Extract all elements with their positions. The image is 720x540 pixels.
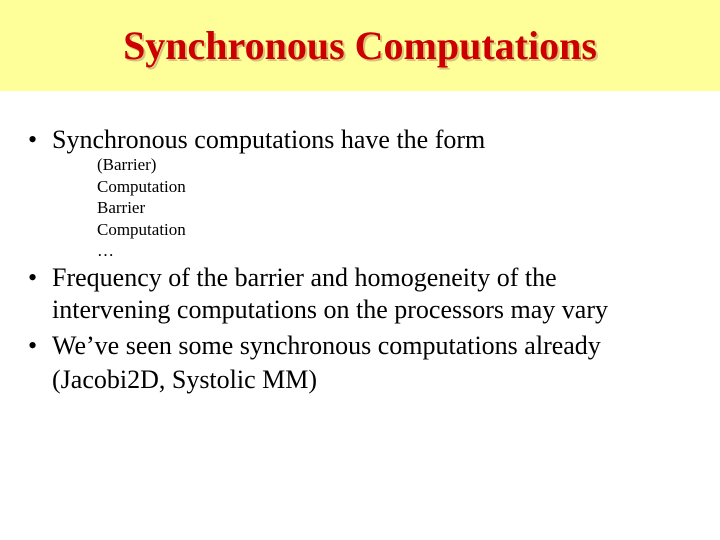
- sub-line-barrier-optional: (Barrier): [97, 155, 157, 174]
- sub-line-computation: Computation: [97, 177, 186, 196]
- bullet-marker: •: [28, 331, 38, 360]
- bullet-marker: •: [28, 125, 38, 154]
- sub-line-computation-2: Computation: [97, 220, 186, 239]
- slide-title: Synchronous Computations: [123, 23, 597, 68]
- bullet-2-line-1: Frequency of the barrier and homogeneity of the: [52, 263, 557, 292]
- bullet-2-line-2: intervening computations on the processors may vary: [52, 295, 608, 324]
- bullet-1-line-1: Synchronous computations have the form: [52, 125, 486, 154]
- bullet-3-line-1: We’ve seen some synchronous computations already: [52, 331, 601, 360]
- bullet-marker: •: [28, 263, 38, 292]
- sub-line-barrier: Barrier: [97, 198, 146, 217]
- bullet-3-line-2: (Jacobi2D, Systolic MM): [52, 365, 318, 394]
- sub-line-ellipsis: …: [97, 241, 114, 260]
